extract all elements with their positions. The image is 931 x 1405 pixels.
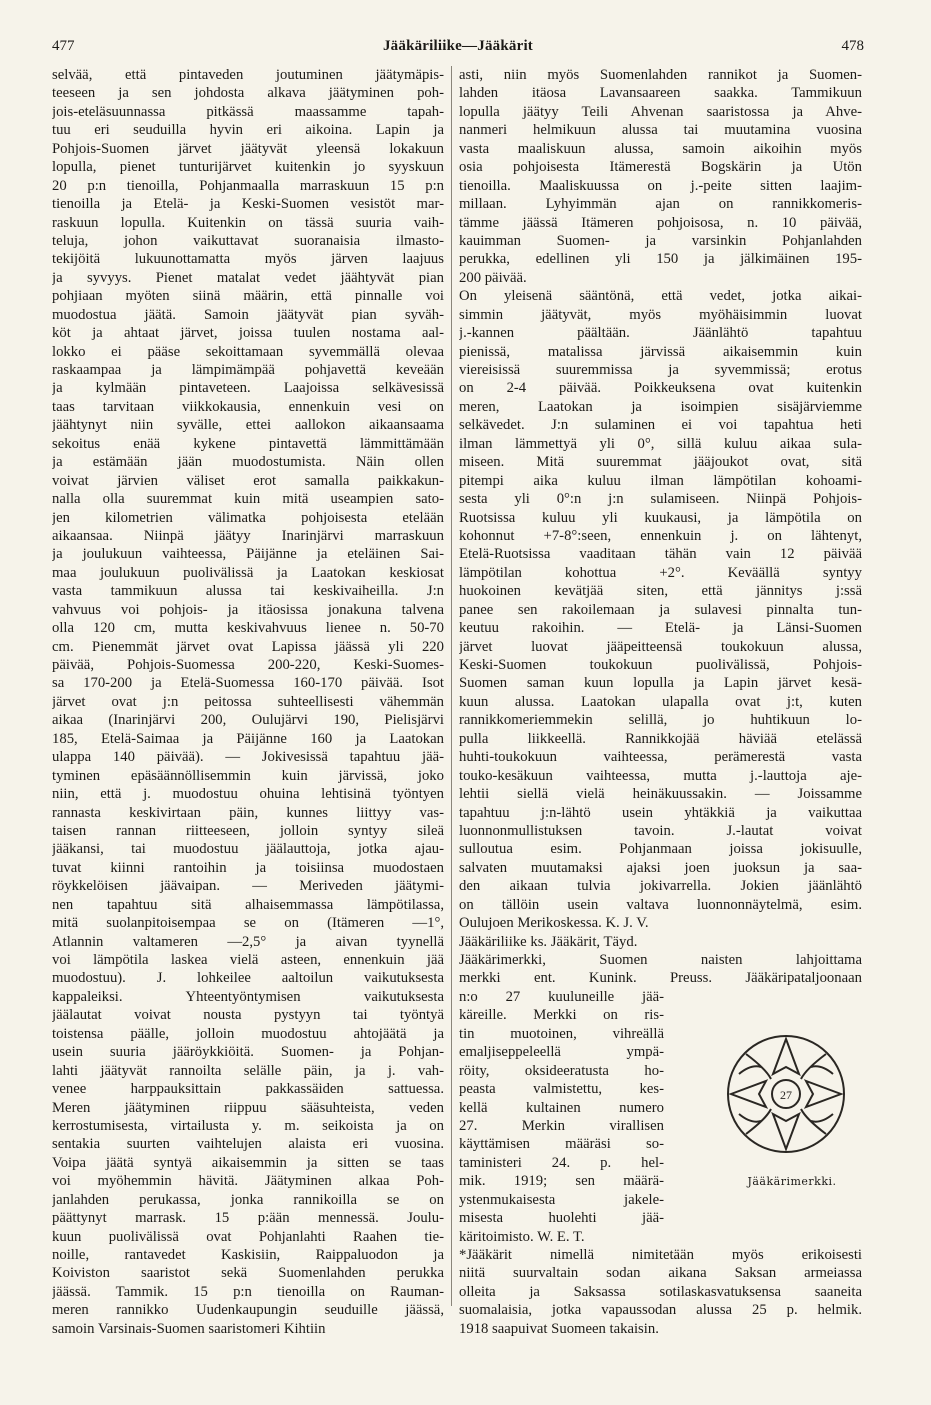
text-line: käritoimisto. W. E. T. [459, 1228, 585, 1245]
text-line: samoin Varsinais-Suomen saaristomeri Kihtiin [52, 1320, 326, 1337]
text-line: jäähtynyt niin syvälle, ettei aallokon aikaansaama [52, 417, 444, 434]
text-line: Atlannin valtameren —2,5° ja aivan tyynellä [52, 933, 444, 950]
text-line: voi lämpötila laskea vielä asteen, ennenkuin jää [52, 952, 444, 968]
text-line: sekoitus enää kykene pintavettä lämmittämään [52, 435, 444, 452]
text-line: Keski-Suomen toukokuun puolivälissä, Pohjois- [459, 657, 862, 673]
text-line: venee harppauksittain pakkassäiden sattuessa. [52, 1081, 444, 1098]
text-line: pulla liikkeellä. Rannikkojää häviää etelässä [459, 730, 862, 747]
text-line: lahti jäätyvät rannoilta selälle päin, ja j. vah- [52, 1062, 444, 1079]
text-line: sesta yli 0°:n j:n sulamiseen. Niinpä Pohjois- [459, 491, 862, 508]
text-line: köt ja ahtaat järvet, joissa tuulen nostama aal- [52, 325, 444, 342]
text-line: raskaampaa ja lämpimämpää pohjavettä keveään [52, 362, 444, 378]
text-line: ulappa 140 päivää). — Jokivesissä tapahtuu jää- [52, 749, 444, 766]
text-line: selvää, että pintaveden joutuminen jäätymäpis- [52, 67, 444, 83]
text-line: meren rannikko Uudenkaupungin seuduille jäässä, [52, 1302, 444, 1319]
text-line: tienoilla. Maaliskuussa on j.-peite sitten laajim- [459, 177, 862, 194]
text-line: Koiviston saaristot sekä Suomenlahden perukka [52, 1265, 444, 1282]
text-line: nen tapahtuu sitä alhaisemmassa lämpötilassa, [52, 896, 444, 913]
text-line: tin muotoinen, vihreällä [459, 1025, 664, 1042]
text-line: niin, että j. muodostuu ohuina lehtisinä työntyen [52, 786, 444, 803]
text-line: taisen rannan riitteeseen, jolloin syntyy sileä [52, 822, 444, 839]
text-line: muodostua jäätä. Samoin jäätyvät pian syväh- [52, 306, 444, 323]
text-line: Jääkärimerkki, Suomen naisten lahjoittama [459, 952, 862, 968]
text-line: röity, oksideeratusta ho- [459, 1062, 664, 1079]
text-line: luonnonmullistuksen tavoin. J.-lautat voivat [459, 822, 862, 839]
text-line: kappaleiksi. Yhteentyöntymisen vaikutuksesta [52, 988, 444, 1005]
text-line: emaljiseppeleellä ympä- [459, 1044, 664, 1061]
text-line: ystenmukaisesta jakele- [459, 1191, 664, 1208]
text-line: käreille. Merkki on ris- [459, 1007, 664, 1024]
text-line: jäälautat voivat nousta pystyyn tai työntyä [52, 1007, 444, 1024]
text-line: tyminen epäsäännöllisemmin kuin järvissä, joko [52, 767, 444, 784]
badge-number: 27 [780, 1088, 792, 1102]
text-line: kohonnut +7-8°:seen, ennenkuin j. on lähtenyt, [459, 527, 862, 544]
jaakarimerkki-figure [697, 1019, 877, 1204]
text-line: aikaa (Inarinjärvi 200, Oulujärvi 190, Pielisjärvi [52, 712, 444, 729]
text-line: perukka, edellinen yli 150 ja jälkimäinen 195- [459, 251, 862, 268]
text-line: aikaansaa. Niinpä jäätyy Inarinjärvi marraskuun [52, 527, 444, 544]
text-line: vasta maaliskuun alussa, samoin aikoihin myös [459, 140, 862, 157]
text-line: salvaten muutamaksi ajaksi joen juoksun ja saa- [459, 859, 862, 876]
text-line: ja estämään jään muodostumista. Näin ollen [52, 454, 444, 471]
text-line: lopulla jäätyy Teili Ahvenan saaristossa ja Ahve- [459, 103, 862, 120]
text-line: lopulla, pienet tunturijärvet kuitenkin jo syyskuun [52, 159, 444, 176]
text-line: jen kilometrien välimatka pohjoisesta etelään [52, 509, 444, 526]
text-line: vasta tammikuun alussa tai keskivaiheilla. J:n [52, 583, 444, 600]
text-line: suomalaisia, jotka vapaussodan alussa 25 p. helmik. [459, 1302, 862, 1319]
text-line: keutuu rakoihin. — Etelä- ja Länsi-Suomen [459, 620, 862, 637]
text-line: lahden itäosa Lavansaareen saakka. Tammikuun [459, 85, 862, 102]
text-line: n:o 27 kuuluneille jää- [459, 988, 664, 1005]
text-line: niitä suurvaltain sodan aikana Saksan armeiassa [459, 1265, 862, 1282]
text-line: röykkelöisen jäävaipan. — Meriveden jäätymi- [52, 878, 444, 895]
text-line: sentakia suurten vaihtelujen alaista eri vuosina. [52, 1136, 444, 1153]
text-line: asti, niin myös Suomenlahden rannikot ja Suomen- [459, 67, 862, 83]
text-line: *Jääkärit nimellä nimitetään myös erikoisesti [459, 1247, 862, 1263]
text-line: maa joulukuun puolivälissä ja Laatokan keskiosat [52, 564, 444, 581]
text-line: päättynyt marrask. 15 p:ään mennessä. Joulu- [52, 1210, 444, 1227]
text-line: järvet luovat jääpeitteensä toukokuun alussa, [459, 638, 862, 655]
text-line: taas tarvitaan viikkokausia, ennenkuin vesi on [52, 398, 444, 415]
text-line: miseen. Mitä suuremmat jääjoukot ovat, sitä [459, 454, 862, 471]
text-line: rannasta keskivirtaan päin, kunnes liittyy vas- [52, 804, 444, 821]
text-line: Suomen saman kuun lopulla ja Lapin järvet kesä- [459, 675, 862, 692]
text-line: viereisissä suuremmissa ja syvemmissä; erotus [459, 362, 862, 378]
text-line: osia pohjoisesta Itämerestä Bogskärin ja Utön [459, 159, 862, 176]
text-line: vahvuus voi pohjois- ja itäosissa jonakuna talvena [52, 601, 444, 618]
text-line: Jääkäriliike ks. Jääkärit, Täyd. [459, 933, 638, 950]
text-line: päivää, Pohjois-Suomessa 200-220, Keski-Suomes- [52, 657, 444, 673]
text-line: tuu eri seuduilla hyvin eri aikoina. Lapin ja [52, 122, 444, 139]
text-line: mik. 1919; sen määrä- [459, 1173, 664, 1190]
text-line: 27. Merkin virallisen [459, 1117, 664, 1134]
text-line: millaan. Lyhyimmän ajan on rannikkomeris- [459, 196, 862, 213]
left-column [52, 66, 444, 1338]
text-line: 1918 saapuivat Suomeen takaisin. [459, 1320, 659, 1337]
text-line: lokko ei pääse sekoittamaan syvemmällä olevaa [52, 343, 444, 360]
text-line: j.-kannen päältään. Jäänlähtö tapahtuu [459, 325, 862, 342]
text-line: teeseen ja sen johdosta alkava jäätyminen poh- [52, 85, 444, 102]
text-line: pohjiaan myöten siinä määrin, että pinnalle voi [52, 288, 444, 305]
page-number-right: 478 [841, 38, 864, 54]
text-line: huokoinen kevätjää siten, että jännitys j:ssä [459, 583, 862, 600]
text-line: meren, Laatokan ja isoimpien sisäjärviemme [459, 398, 862, 415]
text-line: touko-kesäkuun vaihteessa, mutta j.-lauttoja aje- [459, 767, 862, 784]
text-line: kuun puolivälissä ovat Pohjanlahti Raahen tie- [52, 1228, 444, 1245]
text-line: jäässä. Tammik. 15 p:n tienoilla on Rauman- [52, 1283, 444, 1300]
page-number-left: 477 [52, 38, 75, 54]
text-line: simmin jäätyvät, myös myöhäisimmin luovat [459, 306, 862, 323]
text-line: sa 170-200 ja Etelä-Suomessa 160-170 päivää. Isot [52, 675, 444, 692]
text-line: järvet ovat j:n peitossa suhteellisesti vähemmän [52, 693, 444, 710]
text-line: on tällöin usein valtava luonnonnäytelmä, esim. [459, 896, 862, 913]
text-line: rannikkomeriemmekin selillä, jo huhtikuun lo- [459, 712, 862, 729]
text-line: janlahden perukassa, jonka rannikoilla se on [52, 1191, 444, 1208]
column-divider [451, 66, 452, 1306]
text-line: raskuun lopulla. Kuitenkin on tässä suuria vaih- [52, 214, 444, 231]
text-line: usein suuria jääröykkiöitä. Suomen- ja Pohjan- [52, 1044, 444, 1061]
text-line: on 2-4 päivää. Poikkeuksena ovat kuitenkin [459, 380, 862, 397]
text-line: tämme jäässä Itämeren pohjoisosa, n. 10 päivää, [459, 214, 862, 231]
jaeger-badge-icon [711, 1019, 861, 1169]
text-line: mitä suolanpitoisempaa se on (Itämeren —1°, [52, 915, 444, 932]
text-line: Pohjois-Suomen järvet jäätyvät yleensä lokakuun [52, 140, 444, 157]
text-line: ja joulukuun vaihteessa, Päijänne ja eteläinen Sai- [52, 546, 444, 563]
text-line: kuun alussa. Laatokan ulapalla ovat j:t, kuten [459, 693, 862, 710]
text-line: selkävedet. J:n sulaminen ei voi tapahtua heti [459, 417, 862, 434]
text-line: den aikaan tulvia jokivarrella. Jokien jäänlähtö [459, 878, 862, 895]
text-line: 20 p:n tienoilla, Pohjanmaalla marraskuun 15 p:n [52, 177, 444, 194]
text-line: tuvat kiinni rantoihin ja toisiinsa muodostaen [52, 859, 444, 876]
text-line: tapahtuu j:n-lähtö usein yhtäkkiä ja vaikuttaa [459, 804, 862, 821]
text-line: 185, Etelä-Saimaa ja Päijänne 160 ja Laatokan [52, 730, 444, 747]
text-line: teluja, johon vaikuttavat suoranaisia ilmasto- [52, 232, 444, 249]
text-line: nanmeri helmikuun alussa tai muutamina vuosina [459, 122, 862, 139]
text-line: Etelä-Ruotsissa vaaditaan tähän vain 12 päivää [459, 546, 862, 563]
text-line: tekijöitä lukuunottamatta myös järven laajuus [52, 251, 444, 268]
text-line: kauimman Suomen- ja varsinkin Pohjanlahden [459, 232, 862, 249]
text-line: noille, rantavedet Kaskisiin, Raippaluodon ja [52, 1247, 444, 1263]
text-line: ilman lämmettyä yli 0°, sillä kuluu aikaa sula- [459, 435, 862, 452]
text-line: ja syvyys. Pienet matalat vedet jäähtyvät pian [52, 269, 444, 286]
figure-caption: Jääkärimerkki. [747, 1175, 837, 1188]
text-line: misesta huolehti jää- [459, 1210, 664, 1227]
text-line: merkki ent. Kunink. Preuss. Jääkäripataljoonaan [459, 970, 862, 987]
text-line: kellä kultainen numero [459, 1099, 664, 1116]
text-line: olleita ja Saksassa sotilaskasvatuksensa saaneita [459, 1283, 862, 1300]
page-header [52, 38, 864, 60]
text-line: muodostuu). J. lohkeilee aaltoilun vaikutuksesta [52, 970, 444, 987]
text-line: käyttämisen määräsi so- [459, 1136, 664, 1153]
text-line: jois-eteläsuunnassa pitkässä maassamme tapah- [52, 103, 444, 120]
text-line: huhti-toukokuun vaihteessa, perämerestä vasta [459, 749, 862, 766]
running-title: Jääkäriliike—Jääkärit [382, 38, 534, 54]
text-line: Oulujoen Merikoskessa. K. J. V. [459, 915, 649, 932]
text-line: Voipa jäätä syntyä aikaisemmin ja sitten se taas [52, 1154, 444, 1171]
text-line: 200 päivää. [459, 269, 527, 286]
text-line: ja kylmään pintaveteen. Laajoissa selkävesissä [52, 380, 444, 397]
text-line: panee sen rakoilemaan ja sulavesi pinnalta tun- [459, 601, 862, 618]
text-line: toistensa päälle, jolloin muodostuu ahtojäätä ja [52, 1025, 444, 1042]
text-line: tienoilla ja Etelä- ja Keski-Suomen vesistöt mar- [52, 196, 444, 213]
text-line: lehtii siellä vielä heinäkuussakin. — Joissamme [459, 786, 862, 803]
text-line: Meren jäätyminen riippuu sääsuhteista, veden [52, 1099, 444, 1116]
text-line: taministeri 24. p. hel- [459, 1154, 664, 1171]
text-line: sulloutua esim. Pohjanmaan joissa jokisuulle, [459, 841, 862, 858]
text-line: nalla olla suuremmat kuin mitä useampien sato- [52, 491, 444, 508]
text-line: peasta valmistettu, kes- [459, 1081, 664, 1098]
text-line: kerrostumisesta, virtailusta y. m. seikoista ja on [52, 1117, 444, 1134]
text-line: cm. Pienemmät järvet ovat Lapissa jäässä yli 220 [52, 638, 444, 655]
text-line: voivat järvien väliset erot samalla paikkakun- [52, 472, 444, 489]
text-line: Ruotsissa kuluu yli kuukausi, ja lämpötila on [459, 509, 862, 526]
text-line: voi myöhemmin hävitä. Jäätyminen alkaa Poh- [52, 1173, 444, 1190]
text-line: pienissä, matalissa järvissä aikaisemmin kuin [459, 343, 862, 360]
text-line: lämpötilan kohottua +2°. Keväällä syntyy [459, 564, 862, 581]
text-line: On yleisenä sääntönä, että vedet, jotka aikai- [459, 288, 862, 305]
text-line: pitempi aika kuluu ilman lämpötilan kohoami- [459, 472, 862, 489]
text-line: jääkansi, tai muodostuu jäälauttoja, jotka ajau- [52, 841, 444, 858]
text-line: olla 120 cm, mutta keskivahvuus lienee n. 50-70 [52, 620, 444, 637]
